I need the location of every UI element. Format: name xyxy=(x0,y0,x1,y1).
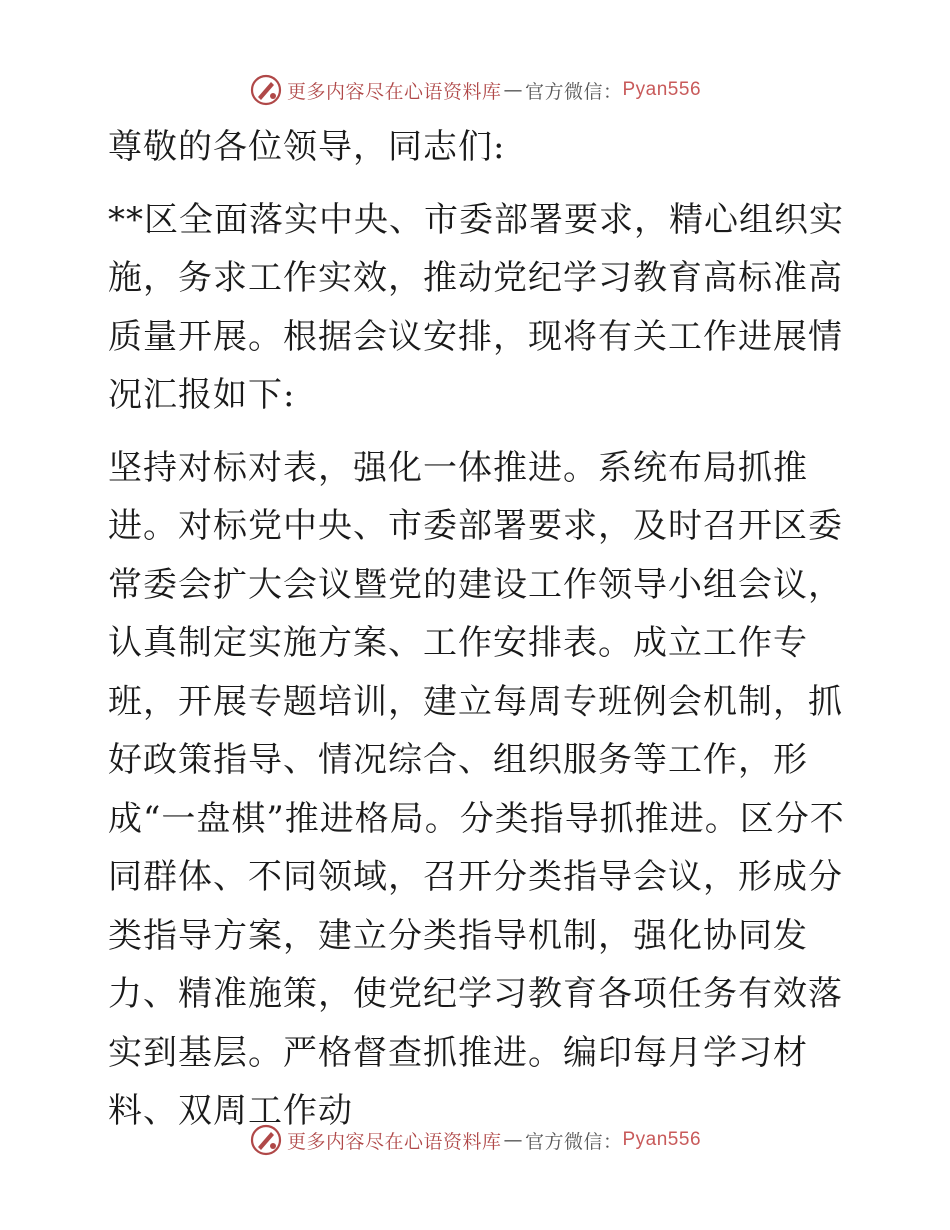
salutation: 尊敬的各位领导，同志们: xyxy=(108,127,506,167)
banner-wechat-id: Pyan556 xyxy=(622,1129,702,1150)
document-body xyxy=(98,118,858,1141)
header-watermark-banner xyxy=(0,70,950,110)
section-paragraph: 坚持对标对表，强化一体推进。系统布局抓推进。对标党中央、市委部署要求，及时召开区委常委会扩大会议暨党的建设工作领导小组会议，认真制定实施方案、工作安排表。成立工作专班，开展专题培训，建立每周专班例会机制，抓好政策指导、情况综合、组织服务等工作，形成“一盘棋”推进格局。分类指导抓推进。区分不同群体、不同领域，召开分类指导会议，形成分类指导方案，建立分类指导机制，强化协同发力、精准施策，使党纪学习教育各项任务有效落实到基层。严格督查抓推进。编印每月学习材料、双周工作动 xyxy=(108,447,845,1131)
banner-wechat-label: 官方微信： xyxy=(524,80,623,103)
banner-main-text: 更多内容尽在心语资料库 xyxy=(286,80,502,103)
banner-wechat-id: Pyan556 xyxy=(622,79,702,100)
banner-wechat-label: 官方微信： xyxy=(524,1130,623,1153)
pen-logo-icon xyxy=(249,73,283,107)
banner-main-text: 更多内容尽在心语资料库 xyxy=(286,1130,502,1153)
footer-watermark-banner xyxy=(0,1120,950,1160)
pen-logo-icon xyxy=(249,1123,283,1157)
banner-separator: — xyxy=(503,79,523,101)
banner-separator: — xyxy=(503,1129,523,1151)
intro-paragraph: **区全面落实中央、市委部署要求，精心组织实施，务求工作实效，推动党纪学习教育高标准高质量开展。根据会议安排，现将有关工作进展情况汇报如下: xyxy=(108,199,844,415)
